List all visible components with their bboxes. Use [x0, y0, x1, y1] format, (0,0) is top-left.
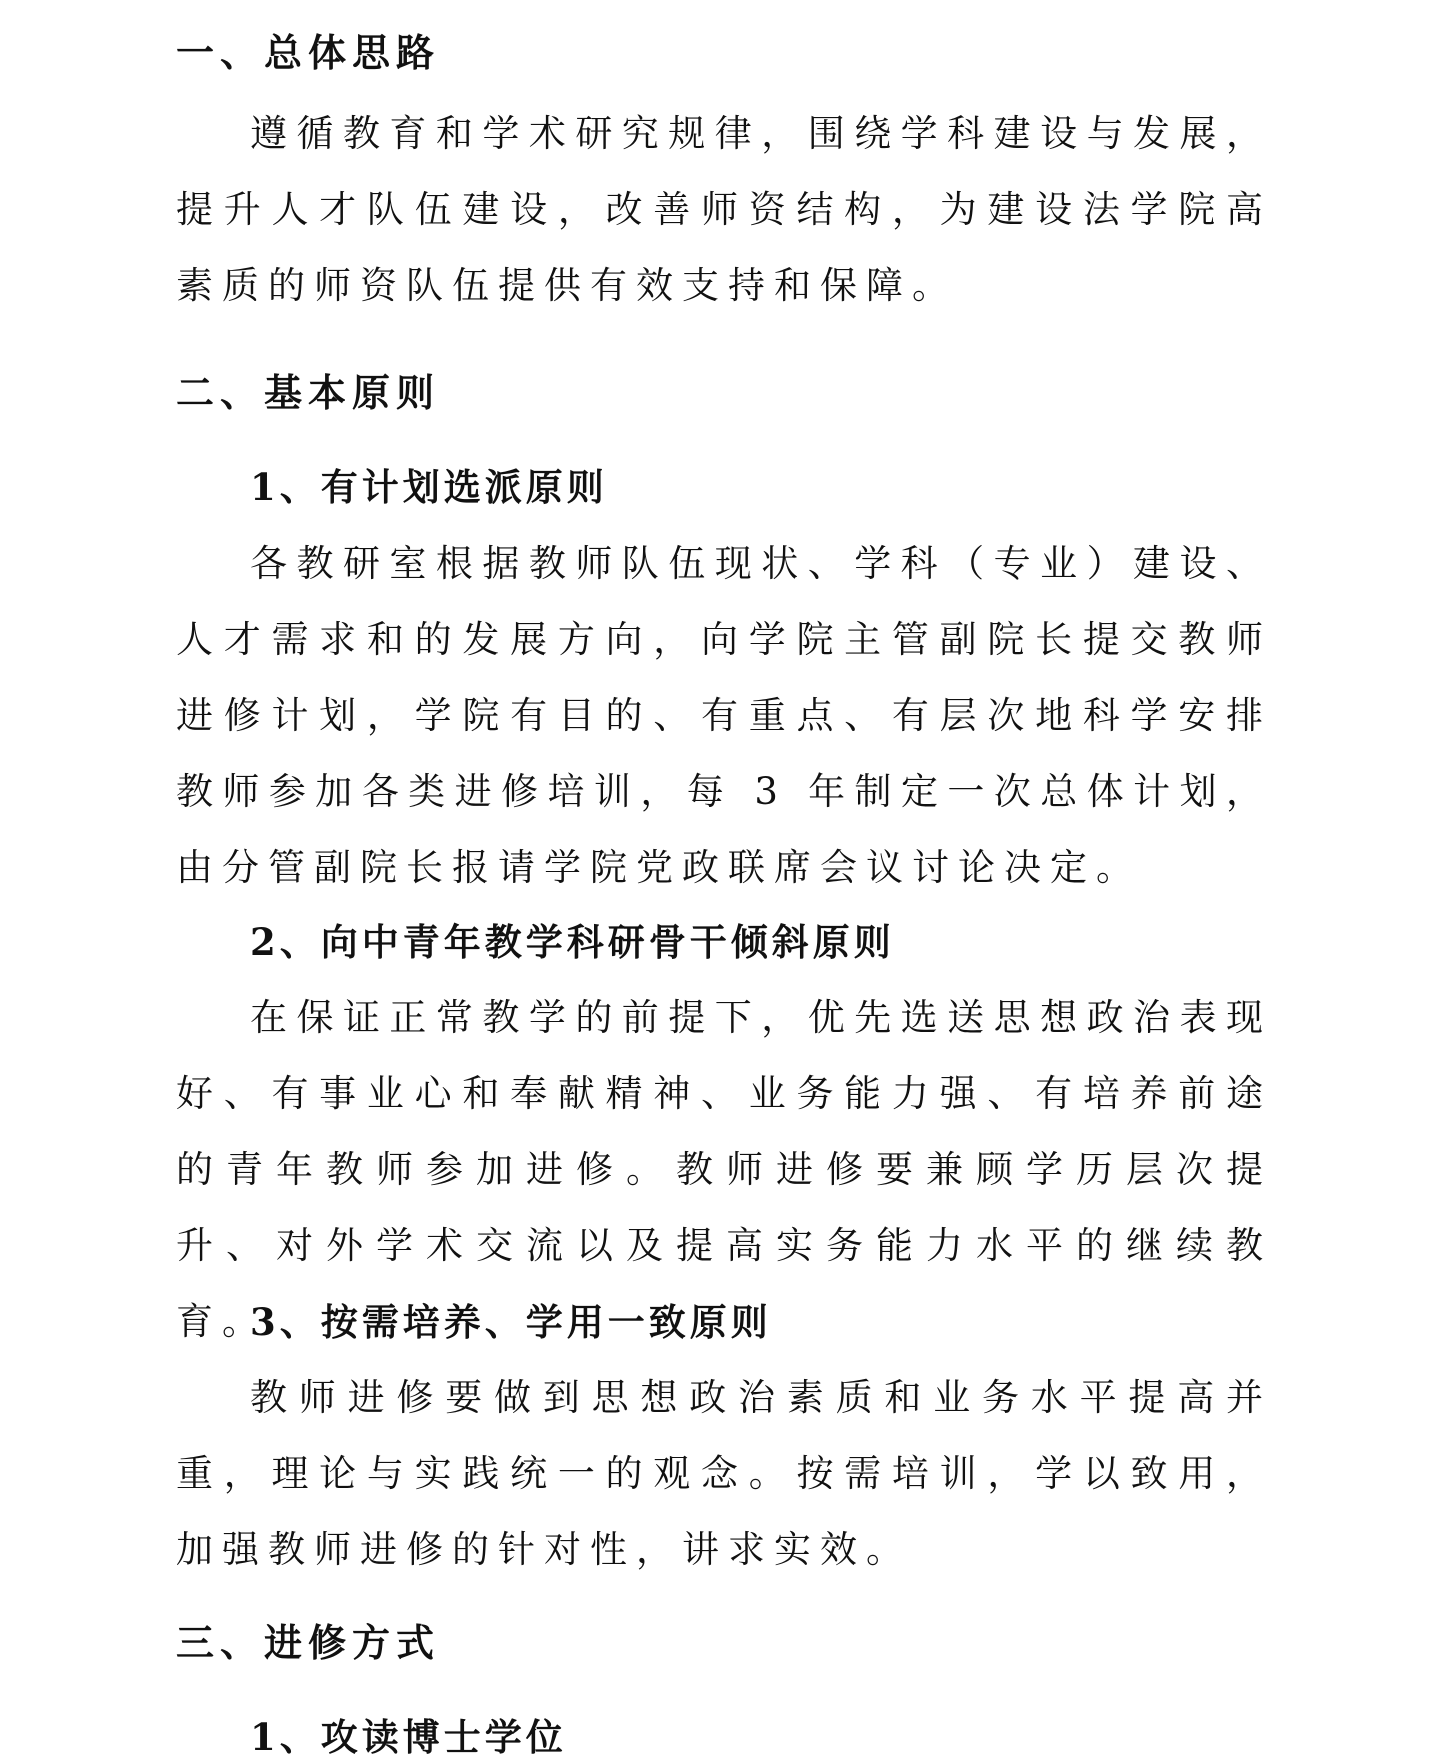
- principle-title-demand-based-training: 3、按需培养、学用一致原则: [250, 1300, 772, 1344]
- paragraph-planned-selection: 各教研室根据教师队伍现状、学科（专业）建设、人才需求和的发展方向，向学院主管副院长提交教师进修计划，学院有目的、有重点、有层次地科学安排教师参加各类进修培训，每 3 年制定一次总体计划，由分管副院长报请学院党政联席会议讨论决定。: [176, 542, 1272, 889]
- paragraph-young-backbone: 在保证正常教学的前提下，优先选送思想政治表现好、有事业心和奉献精神、业务能力强、有培养前途的青年教师参加进修。教师进修要兼顾学历层次提升、对外学术交流以及提高实务能力水平的继续教育。: [176, 996, 1272, 1343]
- method-title-doctoral-degree: 1、攻读博士学位: [250, 1715, 567, 1759]
- paragraph-demand-based-training: 教师进修要做到思想政治素质和业务水平提高并重，理论与实践统一的观念。按需培训，学以致用，加强教师进修的针对性，讲求实效。: [176, 1376, 1272, 1571]
- section-heading-overall-approach: 一、总体思路: [176, 30, 441, 75]
- principle-title-young-backbone: 2、向中青年教学科研骨干倾斜原则: [250, 920, 895, 964]
- principle-title-planned-selection: 1、有计划选派原则: [250, 465, 608, 509]
- section-heading-study-methods: 三、进修方式: [176, 1620, 441, 1665]
- section-heading-basic-principles: 二、基本原则: [176, 370, 441, 415]
- paragraph-overall-approach: 遵循教育和学术研究规律，围绕学科建设与发展，提升人才队伍建设，改善师资结构，为建设法学院高素质的师资队伍提供有效支持和保障。: [176, 112, 1272, 307]
